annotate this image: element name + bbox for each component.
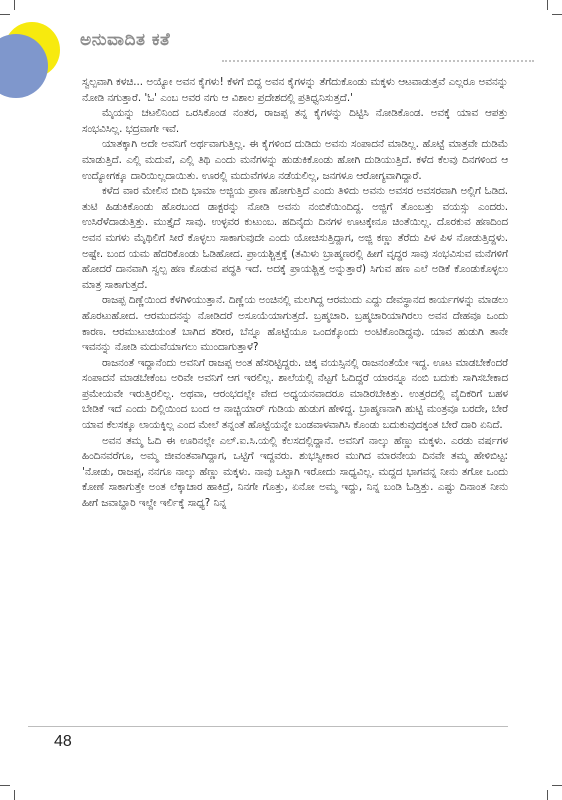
crop-mark-bottom-right-h: [552, 785, 562, 786]
paragraph: ಸ್ವಲ್ಪವಾಗಿ ಕಳಚಿ... ಅಯ್ಯೋ ಅವನ ಕೈಗಳು! ಕೆಳಗೆ ಬಿದ್ದ ಅವನ ಕೈಗಳನ್ನು ತೆಗೆದುಕೊಂಡು ಮಕ್ಕಳು ಆಟವಾಡುತ್ತವೆ ಎಲ್ಲರೂ ಅವನನ್ನು ನೋಡಿ ನಗುತ್ತಾರೆ. 'ಓ' ಎಂಬ ಅವರ ನಗು ಆ ವಿಶಾಲ ಪ್ರದೇಶದಲ್ಲಿ ಪ್ರತಿಧ್ವನಿಸುತ್ತದೆ.': [82, 76, 508, 104]
paragraph: ರಾಜಪ್ಪ ದಿಣ್ಣೆಯಿಂದ ಕೆಳಗಿಳಿಯುತ್ತಾನೆ. ದಿಣ್ಣೆಯ ಅಂಚಿನಲ್ಲಿ ಮಲಗಿದ್ದ ಆರಮುದು ಎದ್ದು ದೇವಸ್ಥಾನದ ಕಾರ್ಯಗಳನ್ನು ಮಾಡಲು ಹೊರಟುಹೋದ. ಆರಮುದನನ್ನು ನೋಡಿದರೆ ಅಸೂಯೆಯಾಗುತ್ತದೆ. ಬ್ರಹ್ಮಚಾರಿ. ಬ್ರಹ್ಮಚಾರಿಯಾಗಿರಲು ಅವನ ದೇಹವೂ ಒಂದು ಕಾರಣ. ಆರಮುಟುಚಿಯಂತೆ ಬಾಗಿದ ಶರೀರ, ಬೆನ್ನೂ ಹೊಟ್ಟೆಯೂ ಒಂದಕ್ಕೊಂದು ಅಂಟಿಕೊಂಡಿದ್ದವು. ಯಾವ ಹುಡುಗಿ ತಾನೇ ಇವನನ್ನು ನೋಡಿ ಮದುವೆಯಾಗಲು ಮುಂದಾಗುತ್ತಾಳೆ?: [82, 294, 508, 354]
paragraph: ಮೈಯನ್ನು ಚಟಲಿನಿಂದ ಒರಸಿಕೊಂಡ ನಂತರ, ರಾಜಪ್ಪ ತನ್ನ ಕೈಗಳನ್ನು ದಿಟ್ಟಿಸಿ ನೋಡಿಕೊಂಡ. ಅವಕ್ಕೆ ಯಾವ ಆಪತ್ತು ಸಂಭವಿಸಿಲ್ಲ. ಭದ್ರವಾಗೇ ಇವೆ.: [82, 107, 508, 135]
crop-mark-top-right: [547, 0, 548, 10]
crop-mark-bottom-left-h: [0, 785, 10, 786]
crop-mark-bottom-left: [14, 790, 15, 800]
header-dotted-rule: [222, 60, 534, 62]
crop-mark-bottom-right: [547, 790, 548, 800]
paragraph: ಯಾತಕ್ಕಾಗಿ ಅದೇ ಅವನಿಗೆ ಅರ್ಥವಾಗುತ್ತಿಲ್ಲ. ಈ ಕೈಗಳಿಂದ ದುಡಿದು ಅವನು ಸಂಪಾದನೆ ಮಾಡಿಲ್ಲ. ಹೊಟ್ಟೆ ಮಾತ್ರವೇ ದುಡಿಮೆ ಮಾಡುತ್ತಿದೆ. ಎಲ್ಲಿ ಮದುವೆ, ಎಲ್ಲಿ ತಿಥಿ ಎಂದು ಮನೆಗಳನ್ನು ಹುಡುಕಿಕೊಂಡು ಹೋಗಿ ದುಡಿಯುತ್ತಿದೆ. ಕಳೆದ ಕೆಲವು ದಿನಗಳಿಂದ ಆ ಉದ್ಯೋಗಕ್ಕೂ ದಾರಿಯಿಲ್ಲದಾಯಿತು. ಊರಲ್ಲಿ ಮದುವೆಗಳೂ ನಡೆಯಲಿಲ್ಲ, ಜನಗಳೂ ಆರೋಗ್ಯವಾಗಿದ್ದಾರೆ.: [82, 138, 508, 182]
crop-mark-top-left: [14, 0, 15, 10]
story-body: [82, 75, 508, 512]
crop-mark-top-left-h: [0, 14, 10, 15]
paragraph: ರಾಜನಂತೆ ಇದ್ದಾನೆಂದು ಅವನಿಗೆ ರಾಜಪ್ಪ ಅಂತ ಹೆಸರಿಟ್ಟಿದ್ದರು. ಚಿಕ್ಕ ವಯಸ್ಸಿನಲ್ಲಿ ರಾಜನಂತೆಯೇ ಇದ್ದ. ಊಟ ಮಾಡಬೇಕೆಂದರೆ ಸಂಪಾದನೆ ಮಾಡಬೇಕೆಂಬ ಅರಿವೇ ಅವನಿಗೆ ಆಗ ಇರಲಿಲ್ಲ. ಶಾಲೆಯಲ್ಲಿ ನೆಟ್ಟಗೆ ಓದಿದ್ದರೆ ಯಾರನ್ನೂ ನಂಬಿ ಬದುಕು ಸಾಗಿಸಬೇಕಾದ ಪ್ರಮೇಯವೇ ಇರುತ್ತಿರಲಿಲ್ಲ. ಅಥವಾ, ಆರಂಭದಲ್ಲೇ ವೇದ ಅಧ್ಯಯನವಾದರೂ ಮಾಡಿರಬೇಕಿತ್ತು. ಉತ್ತರದಲ್ಲಿ ವೈದಿಕರಿಗೆ ಬಹಳ ಬೇಡಿಕೆ ಇದೆ ಎಂದು ದಿಲ್ಲಿಯಿಂದ ಬಂದ ಆ ನಾಚ್ಚಿಯಾರ್ ಗುಡಿಯ ಹುಡುಗ ಹೇಳಿದ್ದ. ಬ್ರಾಹ್ಮಣನಾಗಿ ಹುಟ್ಟಿ ಮಂತ್ರವೂ ಬರದೇ, ಬೇರೆ ಯಾವ ಕೆಲಸಕ್ಕೂ ಲಾಯಕ್ಕಿಲ್ಲ ಎಂದ ಮೇಲೆ ತನ್ನಂತೆ ಹೊಟ್ಟೆಯನ್ನೇ ಬಂಡವಾಳವಾಗಿಸಿ ಕೊಂಡು ಬದುಕುವುದಕ್ಕಂತ ಬೇರೆ ದಾರಿ ಏನಿದೆ.: [82, 356, 508, 432]
paragraph: ಅವನ ತಮ್ಮ ಓದಿ ಈ ಊರಿನಲ್ಲೇ ಎಲ್.ಐ.ಸಿ.ಯಲ್ಲಿ ಕೆಲಸದಲ್ಲಿದ್ದಾನೆ. ಅವನಿಗೆ ನಾಲ್ಕು ಹೆಣ್ಣು ಮಕ್ಕಳು. ಎರಡು ವರ್ಷಗಳ ಹಿಂದಿನವರೆಗೂ, ಅಮ್ಮ ಜೀವಂತವಾಗಿದ್ದಾಗ, ಒಟ್ಟಿಗೆ ಇದ್ದವರು. ಶುಭಸ್ವೀಕಾರ ಮುಗಿದ ಮಾರನೇಯ ದಿನವೇ ತಮ್ಮ ಹೇಳಿಬಿಟ್ಟ: 'ನೋಡು, ರಾಜಪ್ಪ, ನನಗೂ ನಾಲ್ಕು ಹೆಣ್ಣು ಮಕ್ಕಳು. ನಾವು ಒಟ್ಟಾಗಿ ಇರೋದು ಸಾಧ್ಯವಿಲ್ಲ. ಮದ್ದದ ಭಾಗವನ್ನ ನೀನು ತಗೋ ಒಂದು ಕೋಣೆ ಸಾಕಾಗುತ್ತೇ ಅಂತ ಲೆಕ್ಕಾಚಾರ ಹಾಕಿದ್ರೆ, ನಿನಗೇ ಗೊತ್ತು, ಏನೋ ಅಮ್ಮ ಇದ್ದು, ನಿನ್ನ ಬಂಡಿ ಓಡ್ತಿತ್ತು. ಎಷ್ಟು ದಿನಾಂತ ನೀನು ಹೀಗೆ ಜವಾಬ್ದಾರಿ ಇಲ್ದೇ ಇರ್ಲಿಕ್ಕೆ ಸಾಧ್ಯ? ನಿನ್ನ: [82, 434, 508, 510]
footer-rule: [28, 726, 508, 727]
crop-mark-top-right-h: [552, 14, 562, 15]
paragraph: ಕಳೆದ ವಾರ ಮೇಲಿನ ಬೀದಿ ಭಾಮಾ ಅಜ್ಜಿಯ ಪ್ರಾಣ ಹೋಗುತ್ತಿದೆ ಎಂದು ತಿಳಿದು ಅವನು ಅವಸರ ಅವಸರವಾಗಿ ಅಲ್ಲಿಗೆ ಓಡಿದ. ತುಟಿ ಹಿಡುಕಿಕೊಂಡು ಹೊರಬಂದ ಡಾಕ್ಟರನ್ನು ನೋಡಿ ಅವನು ನಂಬಿಕೆಯಿಂದಿದ್ದ. ಅಜ್ಜಿಗೆ ತೊಂಬತ್ತು ವಯಸ್ಸು ಎಂದರು. ಉಸಿರೆಳೆದಾಡುತ್ತಿತ್ತು. ಮುತ್ತೈದೆ ಸಾವು. ಉಳ್ಳವರ ಕುಟುಂಬ. ಹದಿನೈದು ದಿನಗಳ ಊಟಕ್ಕೇನೂ ಚಿಂತೆಯಿಲ್ಲ. ದೊರಕುವ ಹಣದಿಂದ ಅವನ ಮಗಳು ಮೈಥಿಲಿಗೆ ಸೀರೆ ಕೊಳ್ಳಲು ಸಾಕಾಗುವುದೇ ಎಂದು ಯೋಚಿಸುತ್ತಿದ್ದಾಗ, ಅಜ್ಜಿ ಕಣ್ಣು ತೆರೆದು ಪಿಳ ಪಿಳ ನೋಡುತ್ತಿದ್ದಳು. ಅಷ್ಟೇ. ಬಂದ ಯಮ ಹೆದರಿಕೊಂಡು ಓಡಿಹೋದ. ಪ್ರಾಯಶ್ಚಿತ್ತಕ್ಕೆ (ತಮಿಳು ಬ್ರಾಹ್ಮಣರಲ್ಲಿ ಹೀಗೆ ವೃದ್ಧರ ಸಾವು ಸಂಭವಿಸುವ ಮನೆಗಳಿಗೆ ಹೋದರೆ ದಾನವಾಗಿ ಸ್ವಲ್ಪ ಹಣ ಕೊಡುವ ಪದ್ಧತಿ ಇದೆ. ಅದಕ್ಕೆ ಪ್ರಾಯಶ್ಚಿತ್ತ ಅನ್ನುತ್ತಾರೆ) ಸಿಗುವ ಹಣ ಎಲೆ ಅಡಿಕೆ ಕೊಂಡುಕೊಳ್ಳಲು ಮಾತ್ರ ಸಾಕಾಗುತ್ತದೆ.: [82, 185, 508, 291]
page-number: 48: [54, 733, 72, 750]
section-title: ಅನುವಾದಿತ ಕತೆ: [80, 30, 171, 50]
